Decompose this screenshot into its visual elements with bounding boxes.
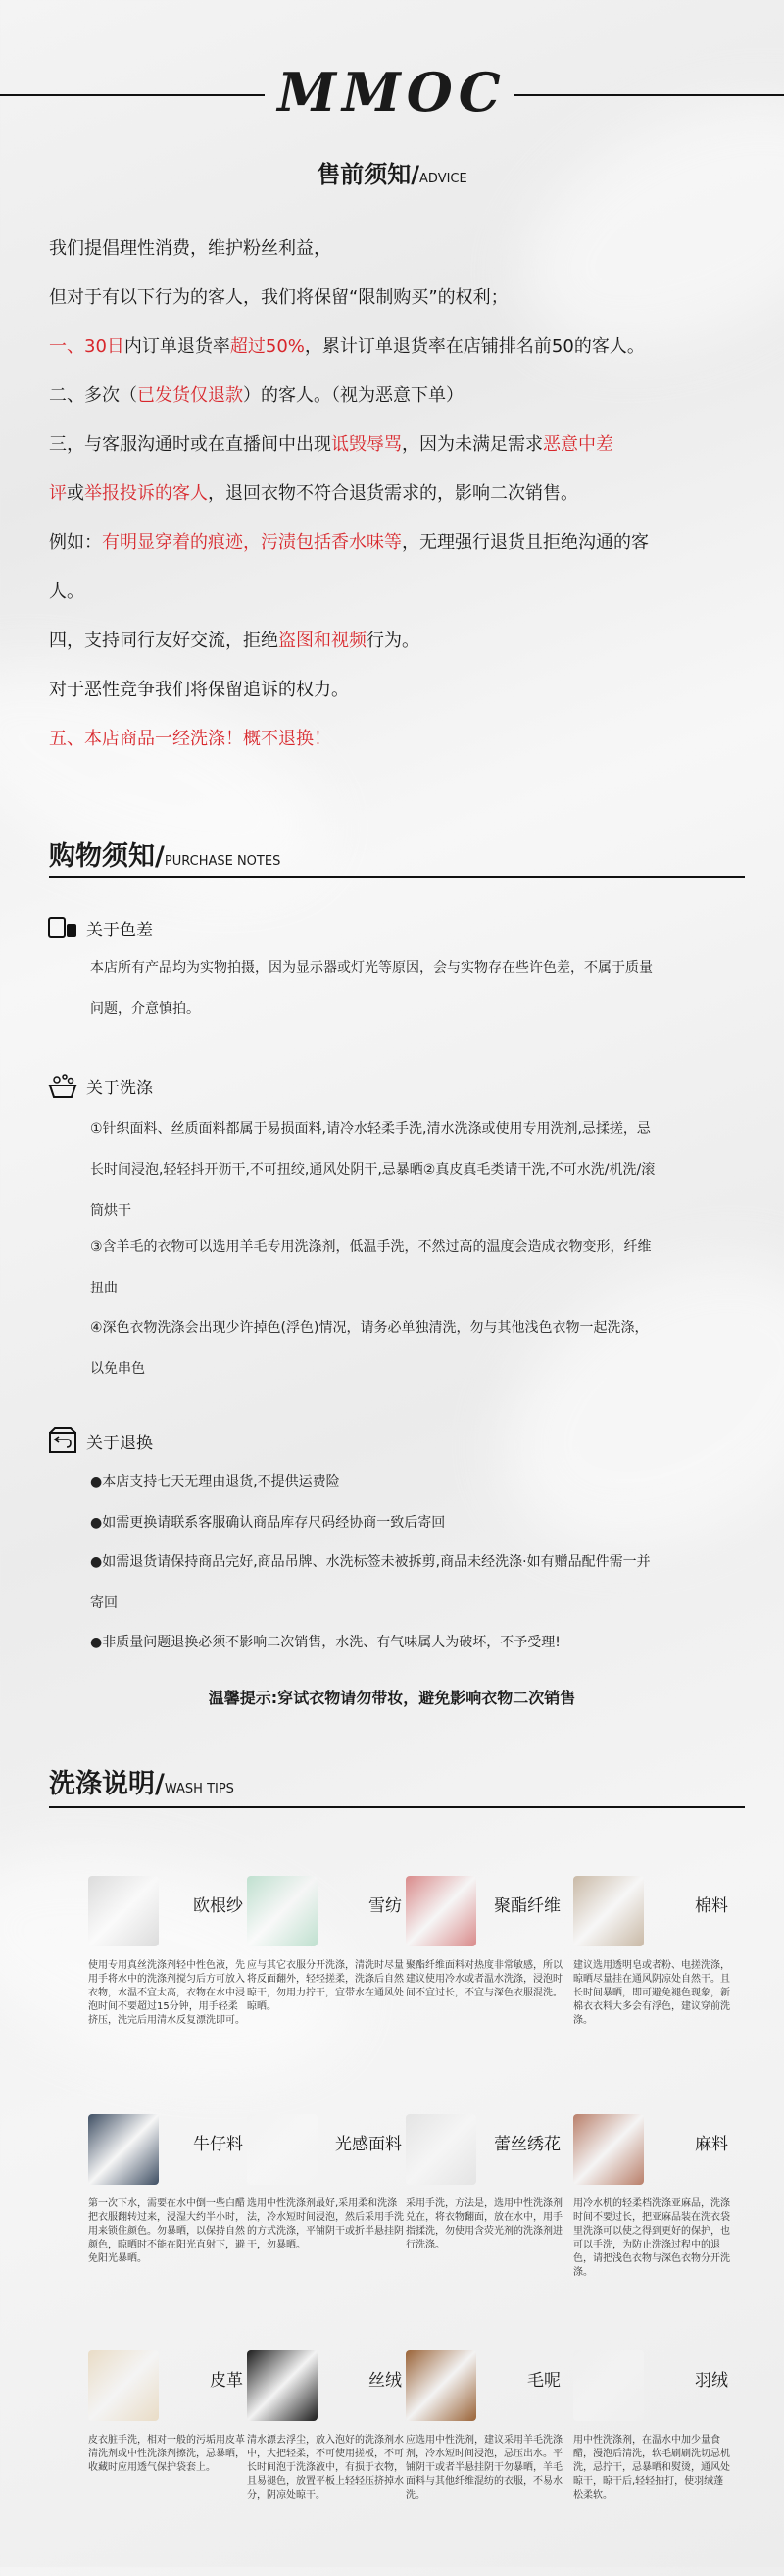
rule-text: 二、多次（ <box>49 385 137 406</box>
fabric-care-text: 采用手洗，方法是，选用中性洗涤剂兑在，将衣物翻面，放在水中，用手指揉洗，勿使用含荧光剂的洗涤剂进行洗涤。 <box>406 2198 563 2250</box>
wash-card <box>406 2114 563 2340</box>
rule-text: 盗图和视频 <box>278 631 367 651</box>
fabric-swatch <box>88 1876 159 1946</box>
fabric-care-text: 皮衣脏手洗，相对一般的污垢用皮革清洗剂或中性洗涤剂擦洗，忌暴晒，收藏时应用透气保护袋套上。 <box>88 2435 245 2473</box>
rule-text: ）的客人。（视为恶意下单） <box>243 385 464 406</box>
rule-text: 或 <box>67 483 84 504</box>
fabric-care-text: 使用专用真丝洗涤剂轻中性色液，先用手将水中的洗涤剂搅匀后方可放入衣物，水温不宜太高，衣物在水中浸泡时间不要超过15分钟，用手轻柔挤压，洗完后用清水反复漂洗即可。 <box>88 1960 245 2026</box>
advice-rule-1 <box>49 336 745 358</box>
wash-note: ③含羊毛的衣物可以选用羊毛专用洗涤剂，低温手洗，不然过高的温度会造成衣物变形，纤维 <box>90 1239 652 1255</box>
advice-rule-3 <box>49 434 745 456</box>
fabric-swatch <box>247 2114 318 2185</box>
wash-note: 扭曲 <box>90 1281 118 1296</box>
fabric-name: 皮革 <box>210 2371 243 2391</box>
fabric-swatch <box>88 2350 159 2421</box>
rule-text: 行为。 <box>367 631 419 651</box>
wash-card <box>247 2350 404 2576</box>
fabric-swatch <box>88 2114 159 2185</box>
fabric-name: 牛仔料 <box>193 2135 243 2154</box>
rule-text: 恶意中差 <box>543 434 613 455</box>
background-sheen <box>0 622 351 929</box>
advice-rule-3-cont <box>49 483 745 505</box>
rule-text: 评 <box>49 483 67 504</box>
heading-text: 关于洗涤 <box>86 1078 153 1098</box>
rule-text: 例如： <box>49 532 102 553</box>
heading-text: 关于退换 <box>86 1433 153 1453</box>
advice-rule-4 <box>49 631 745 652</box>
returns-note: ●如需更换请联系客服确认商品库存尺码经协商一致后寄回 <box>90 1515 446 1531</box>
advice-line: 我们提倡理性消费，维护粉丝利益， <box>49 238 331 259</box>
advice-title <box>0 155 784 189</box>
rule-text: 四，支持同行友好交流，拒绝 <box>49 631 278 651</box>
wash-note: 以免串色 <box>90 1361 145 1377</box>
advice-example-cont: 人。 <box>49 581 84 602</box>
fabric-swatch <box>406 2350 476 2421</box>
fabric-name: 羽绒 <box>695 2371 728 2391</box>
wash-card <box>247 2114 404 2340</box>
fabric-care-text: 用中性洗涤剂，在温水中加少量食醋，漫泡后清洗，软毛刷刷洗切忌机洗，忌拧干，忌暴晒和熨烫，通风处晾干，晾干后,轻轻拍打，使羽绒蓬松柔软。 <box>573 2435 730 2500</box>
rule-text: 三，与客服沟通时或在直播间中出现 <box>49 434 331 455</box>
rule-text: 诋毁辱骂 <box>331 434 402 455</box>
fabric-name: 棉料 <box>695 1896 728 1916</box>
wash-card <box>88 2114 245 2340</box>
fabric-care-text: 第一次下水，需要在水中倒一些白醋把衣服翻转过来，浸湿大约半小时，用来锁住颜色。勿暴晒，以保持自然颜色，晾晒时不能在阳光直射下，避免阳光暴晒。 <box>88 2198 245 2264</box>
return-box-icon <box>47 1427 78 1454</box>
wash-card <box>406 1876 563 2101</box>
wash-card <box>88 1876 245 2101</box>
fabric-name: 毛呢 <box>527 2371 561 2391</box>
brand-logo: MMOC <box>277 61 507 124</box>
fabric-care-text: 选用中性洗涤剂最好,采用柔和洗涤法，冷水短时间浸泡，然后采用手洗的方式洗涤，平铺阴干或折半悬挂阴干，勿暴晒。 <box>247 2198 404 2250</box>
fabric-care-text: 建议选用透明皂或者粉、电搓洗涤，晾晒尽量挂在通风阴凉处自然干。且长时间暴晒，即可避免褪色现象，新棉衣衣料大多会有浮色，建议穿前洗涤。 <box>573 1960 730 2026</box>
rule-text: ，退回衣物不符合退货需求的，影响二次销售。 <box>208 483 578 504</box>
fabric-swatch <box>406 1876 476 1946</box>
returns-heading <box>47 1427 153 1454</box>
fabric-name: 光感面料 <box>335 2135 402 2154</box>
fabric-name: 雪纺 <box>368 1896 402 1916</box>
wash-note: 筒烘干 <box>90 1203 131 1219</box>
advice-example <box>49 532 745 554</box>
advice-rule-2 <box>49 385 745 407</box>
divider <box>0 94 265 96</box>
wash-note: ④深色衣物洗涤会出现少许掉色(浮色)情况，请务必单独清洗，勿与其他浅色衣物一起洗涤， <box>90 1320 649 1336</box>
divider <box>49 876 745 878</box>
returns-note: 寄回 <box>90 1595 118 1611</box>
wash-title-text: 洗涤说明/ <box>49 1769 165 1799</box>
returns-note: ●非质量问题退换必须不影响二次销售，水洗、有气味属人为破坏，不予受理! <box>90 1635 561 1650</box>
fabric-name: 丝绒 <box>368 2371 402 2391</box>
purchase-title-en: PURCHASE NOTES <box>164 854 281 869</box>
fabric-care-text: 聚酯纤维面料对热度非常敏感，所以建议使用冷水或者温水洗涤，浸泡时间不宜过长，不宜与深色衣服混洗。 <box>406 1960 563 1998</box>
wash-card <box>88 2350 245 2576</box>
purchase-title-text: 购物须知/ <box>49 841 165 872</box>
color-note: 问题，介意慎拍。 <box>90 1001 200 1017</box>
rule-text: ，因为未满足需求 <box>402 434 543 455</box>
advice-line: 但对于有以下行为的客人，我们将保留“限制购买”的权利； <box>49 287 509 308</box>
advice-title-en: ADVICE <box>419 172 467 186</box>
returns-note: ●如需退货请保持商品完好,商品吊牌、水洗标签未被拆剪,商品未经洗涤·如有赠品配件需一并 <box>90 1554 651 1570</box>
rule-text: 超过50% <box>229 336 305 357</box>
washing-basin-icon <box>47 1072 78 1099</box>
rule-text: ，无理强行退货且拒绝沟通的客 <box>402 532 649 553</box>
rule-text: 一、 <box>49 336 84 357</box>
fabric-name: 聚酯纤维 <box>494 1896 561 1916</box>
brand-header <box>0 61 784 129</box>
rule-text: 内订单退货率 <box>123 336 230 357</box>
fabric-swatch <box>573 2350 644 2421</box>
fabric-swatch <box>247 2350 318 2421</box>
rule-text: 有明显穿着的痕迹，污渍包括香水味等 <box>102 532 402 553</box>
wash-card <box>573 2114 730 2340</box>
rule-text: ，累计订单退货率在店铺排名前50的客人。 <box>304 336 645 357</box>
color-note: 本店所有产品均为实物拍摄，因为显示器或灯光等原因，会与实物存在些许色差，不属于质量 <box>90 960 653 976</box>
fabric-swatch <box>573 1876 644 1946</box>
purchase-title <box>49 834 280 873</box>
wash-note: 长时间浸泡,轻轻抖开沥干,不可扭绞,通风处阴干,忌暴晒②真皮真毛类请干洗,不可水洗/机洗/滚 <box>90 1162 656 1178</box>
heading-text: 关于色差 <box>86 920 153 940</box>
wash-card <box>573 2350 730 2576</box>
fabric-swatch <box>573 2114 644 2185</box>
advice-line: 对于恶性竞争我们将保留追诉的权力。 <box>49 680 349 700</box>
wash-card <box>406 2350 563 2576</box>
wash-card <box>247 1876 404 2101</box>
washing-heading <box>47 1072 153 1099</box>
advice-rule-5: 五、本店商品一经洗涤！概不退换！ <box>49 729 331 749</box>
divider <box>514 94 784 96</box>
fabric-care-text: 清水漂去浮尘，放入泡好的洗涤剂水中，大把轻柔，不可使用搓板，不可长时间泡于洗涤液中，有损于衣物，且易褪色，放置平板上轻轻压挤掉水分，阴凉处晾干。 <box>247 2435 404 2500</box>
reminder-text: 温馨提示:穿试衣物请勿带妆，避免影响衣物二次销售 <box>208 1689 576 1707</box>
wash-note: ①针织面料、丝质面料都属于易损面料,请冷水轻柔手洗,清水洗涤或使用专用洗剂,忌揉搓，忌 <box>90 1121 651 1136</box>
fabric-name: 欧根纱 <box>193 1896 243 1916</box>
wash-title <box>49 1762 234 1800</box>
returns-note: ●本店支持七天无理由退货,不提供运费险 <box>90 1474 340 1490</box>
background-sheen <box>451 1198 784 1605</box>
rule-text: 已发货仅退款 <box>137 385 243 406</box>
fabric-care-text: 用冷水机的轻柔档洗涤亚麻品，洗涤时间不要过长，把亚麻品装在洗衣袋里洗涤可以使之得到更好的保护，也可以手洗，为防止洗涤过程中的退色，请把浅色衣物与深色衣物分开洗涤。 <box>573 2198 730 2278</box>
wash-card <box>573 1876 730 2101</box>
color-difference-heading <box>47 914 153 941</box>
advice-title-text: 售前须知/ <box>317 161 420 188</box>
fabric-care-text: 应选用中性洗剂，建议采用羊毛洗涤剂，冷水短时间浸泡，忌压出水。平铺阴干或者半悬挂阴干勿暴晒，羊毛面料与其他纤维混纺的衣服，不易水洗。 <box>406 2435 563 2500</box>
rule-text: 30日 <box>84 336 124 357</box>
devices-icon <box>47 914 78 941</box>
divider <box>49 1806 745 1808</box>
fabric-swatch <box>406 2114 476 2185</box>
fabric-care-text: 应与其它衣服分开洗涤，清洗时尽量将反面翻外，轻轻搓柔，洗涤后自然晾干，勿用力拧干，宜带水在通风处晾晒。 <box>247 1960 404 2012</box>
wash-title-en: WASH TIPS <box>164 1782 234 1796</box>
rule-text: 举报投诉的客人 <box>84 483 208 504</box>
fabric-name: 麻料 <box>695 2135 728 2154</box>
fabric-swatch <box>247 1876 318 1946</box>
fabric-name: 蕾丝绣花 <box>494 2135 561 2154</box>
